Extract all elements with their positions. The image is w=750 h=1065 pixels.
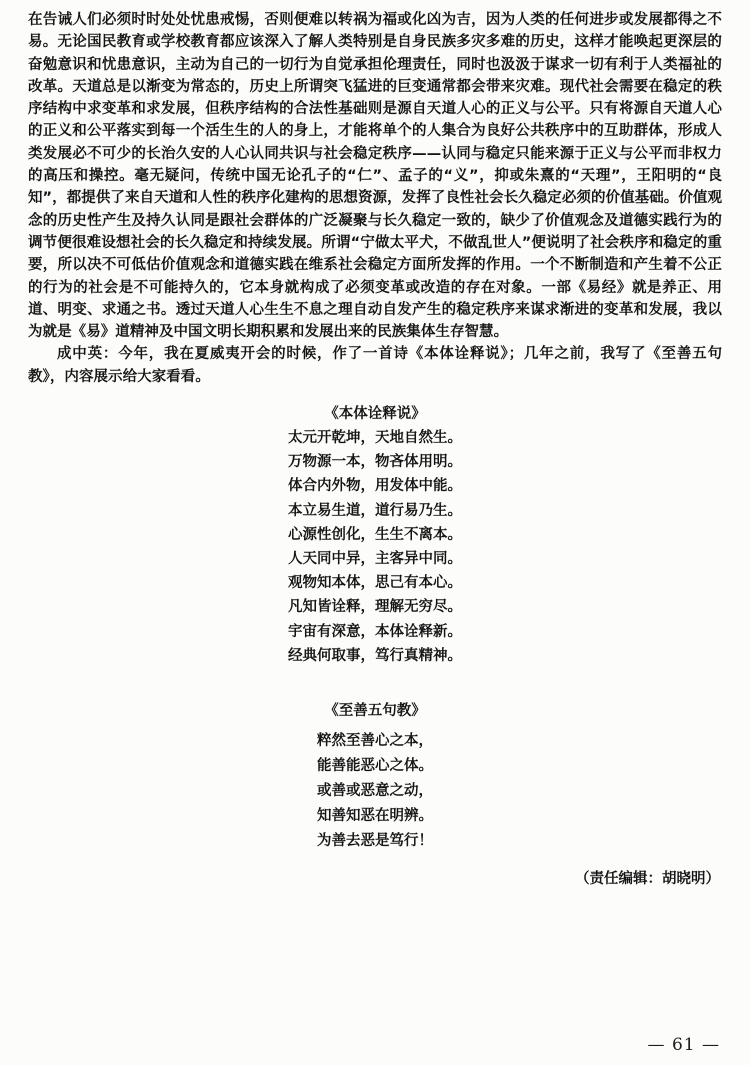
poem-2-title: 《至善五句教》 (324, 703, 426, 720)
poem-1-line-6: 人天同中异，主客异中同。 (288, 551, 462, 568)
article-body (28, 9, 722, 388)
poem-1-title: 《本体诠释说》 (324, 406, 426, 423)
poem-1-line-7: 观物知本体，思己有本心。 (288, 575, 462, 592)
poem-2-line-3: 或善或恶意之动， (317, 783, 433, 800)
poem-2-line-1: 粹然至善心之本， (317, 733, 433, 750)
poem-1-line-10: 经典何取事，笃行真精神。 (288, 647, 462, 664)
poem-1-line-4: 本立易生道，道行易乃生。 (288, 502, 462, 519)
poem-1-line-8: 凡知皆诠释，理解无穷尽。 (288, 599, 462, 616)
editor-credit: （责任编辑：胡晓明） (575, 871, 720, 888)
poem-1-line-2: 万物源一本，物吝体用明。 (288, 454, 462, 471)
poem-1-line-1: 太元开乾坤，天地自然生。 (288, 430, 462, 447)
page-number: — 61 — (647, 1035, 720, 1055)
poem-1-line-3: 体合内外物，用发体中能。 (288, 478, 462, 495)
body-paragraph-2: 成中英：今年，我在夏威夷开会的时候，作了一首诗《本体诠释说》；几年之前，我写了《至善五句教》，内容展示给大家看看。 (28, 346, 722, 385)
poem-1-body (28, 426, 722, 668)
poem-2-body (28, 729, 722, 854)
poem-2-line-2: 能善能恶心之体。 (317, 758, 433, 775)
poem-1-line-5: 心源性创化，生生不离本。 (288, 526, 462, 543)
poem-1-line-9: 宇宙有深意，本体诠释新。 (288, 623, 462, 640)
poem-2-line-4: 知善知恶在明辨。 (317, 808, 433, 825)
body-paragraph-1: 在告诫人们必须时时处处忧患戒惕，否则便难以转祸为福或化凶为吉，因为人类的任何进步或发展都得之不易。无论国民教育或学校教育都应该深入了解人类特别是自身民族多灾多难的历史，这样才能唤起更深层的奋勉意识和忧患意识，主动为自己的一切行为自觉承担伦理责任，同时也汲汲于谋求一切有利于人类福祉的改革。天道总是以渐变为常态的，历史上所谓突飞猛进的巨变通常都会带来灾难。现代社会需要在稳定的秩序结构中求变革和求发展，但秩序结构的合法性基础则是源自天道人心的正义与公平。只有将源自天道人心的正义和公平落实到每一个活生生的人的身上，才能将单个的人集合为良好公共秩序中的互助群体，形成人类发展必不可少的长治久安的人心认同共识与社会稳定秩序——认同与稳定只能来源于正义与公平而非权力的高压和操控。毫无疑问，传统中国无论孔子的“仁”、孟子的“义”，抑或朱熹的“天理”，王阳明的“良知”，都提供了来自天道和人性的秩序化建构的思想资源，发挥了良性社会长久稳定必须的价值基础。价值观念的历史性产生及持久认同是跟社会群体的广泛凝聚与长久稳定一致的，缺少了价值观念及道德实践行为的调节便很难设想社会的长久稳定和持续发展。所谓“宁做太平犬，不做乱世人”便说明了社会秩序和稳定的重要，所以决不可低估价值观念和道德实践在维系社会稳定方面所发挥的作用。一个不断制造和产生着不公正的行为的社会是不可能持久的，它本身就构成了必须变革或改造的存在对象。一部《易经》就是养正、用道、明变、求通之书。透过天道人心生生不息之理自动自发产生的稳定秩序来谋求渐进的变革和发展，我以为就是《易》道精神及中国文明长期积累和发展出来的民族集体生存智慧。 (28, 12, 722, 341)
poem-section (28, 402, 722, 854)
poem-2-line-5: 为善去恶是笃行！ (317, 833, 433, 850)
